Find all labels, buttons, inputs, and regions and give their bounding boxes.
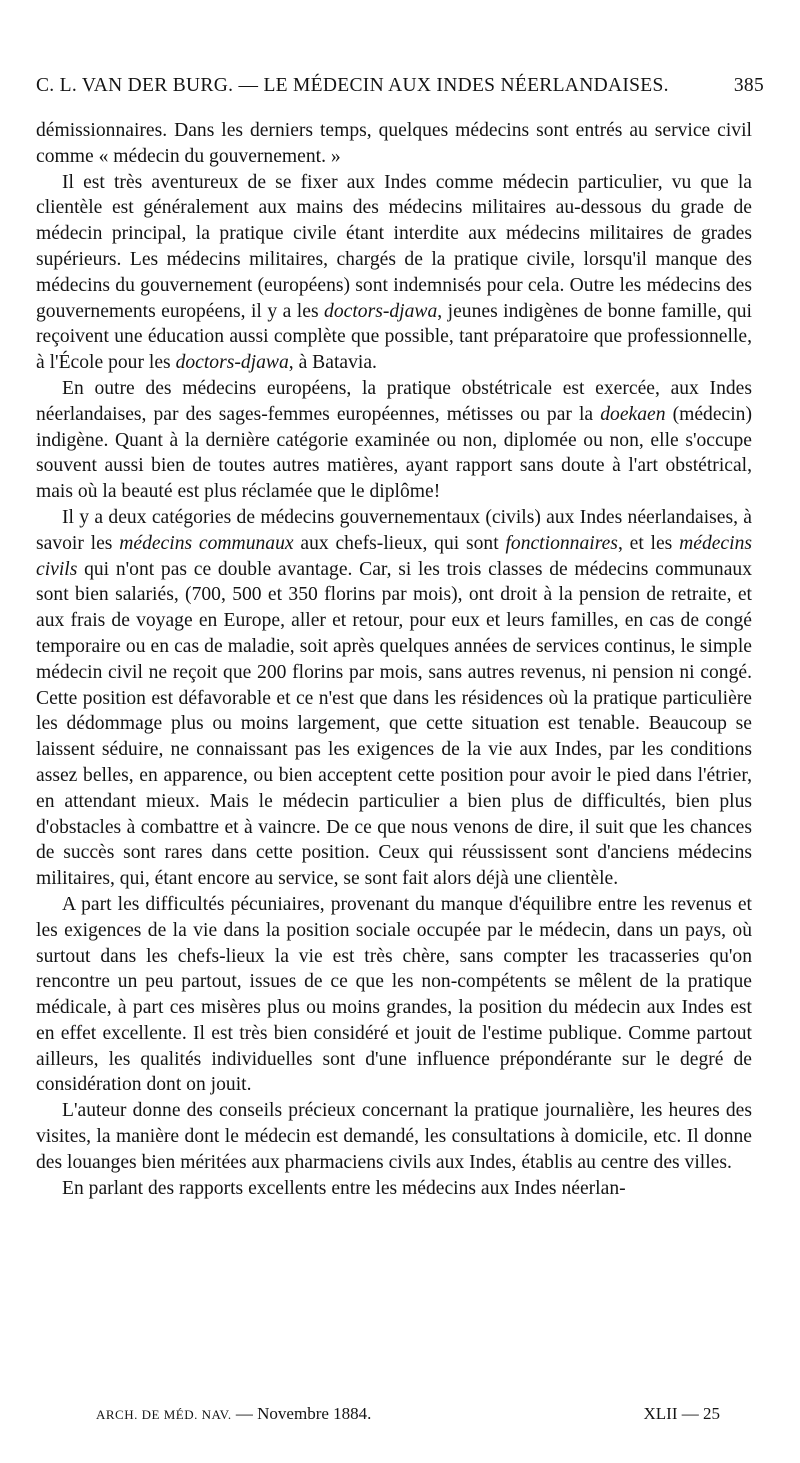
paragraph (36, 505, 752, 892)
signature-mark: XLII — 25 (643, 1404, 720, 1423)
italic-term: doctors-djawa (175, 352, 289, 374)
paragraph (36, 170, 752, 376)
italic-term: doctors-djawa (324, 300, 438, 322)
article-body (36, 118, 752, 1201)
running-title: C. L. VAN DER BURG. — LE MÉDECIN AUX INDES NÉERLANDAISES. (36, 75, 669, 96)
page-number: 385 (733, 75, 764, 96)
running-head (36, 75, 764, 97)
text-run: A part les difficultés pécuniaires, provenant du manque d'équilibre entre les revenus et les exigences de la vie dans la position sociale occupée par le médecin, dans un pays, où surtout dans les chefs-lieux la vie est très chère, sans compter les tracasseries qu'on rencontre un peu partout, issues de ce que les non-compétents se mêlent de la pratique médicale, à part ces misères plus ou moins grandes, la position du médecin aux Indes est en effet excellente. Il est très bien considéré et jouit de l'estime publique. Comme partout ailleurs, les qualités individuelles sont d'une influence prépondérante sur le degré de considération dont on jouit. (36, 893, 752, 1096)
italic-term: fonctionnaires (505, 532, 618, 554)
italic-term: médecins communaux (119, 532, 294, 554)
text-run: Il est très aventureux de se fixer aux Indes comme médecin particulier, vu que la clientèle est généralement aux mains des médecins militaires au-dessous du grade de médecin principal, la pratique civile étant interdite aux médecins militaires de grades supérieurs. Les médecins militaires, chargés de la pratique civile, lorsqu'il manque des médecins du gouvernement (européens) sont indemnisés pour cela. Outre les médecins des gouvernements européens, il y a les (36, 171, 752, 322)
footer-citation (96, 1404, 371, 1424)
paragraph (36, 1176, 752, 1202)
text-run: L'auteur donne des conseils précieux concernant la pratique journalière, les heures des visites, la manière dont le médecin est demandé, les consultations à domicile, etc. Il donne des louanges bien méritées aux pharmaciens civils aux Indes, établis au centre des villes. (36, 1100, 752, 1173)
text-run: Il y a deux catégories de médecins gouvernementaux (civils) aux Indes néerlandaises, à savoir les (36, 506, 752, 554)
italic-term: médecins civils (36, 532, 752, 580)
paragraph (36, 376, 752, 505)
italic-term: doekaen (600, 403, 666, 425)
paragraph (36, 118, 752, 170)
footer-date: — Novembre 1884. (235, 1404, 372, 1423)
text-run: , jeunes indigènes de bonne famille, qui reçoivent une éducation aussi complète que possible, tant préparatoire que professionnelle, à l'École pour les (36, 300, 752, 374)
text-run: , à Batavia. (288, 352, 377, 374)
paragraph (36, 1098, 752, 1175)
text-run: démissionnaires. Dans les derniers temps, quelques médecins sont entrés au service civil comme « médecin du gouvernement. » (36, 120, 752, 167)
text-run: En parlant des rapports excellents entre les médecins aux Indes néerlan- (62, 1177, 626, 1199)
text-run: aux chefs-lieux, qui sont (293, 532, 506, 554)
footer-journal: ARCH. DE MÉD. NAV. (96, 1407, 232, 1422)
paragraph (36, 892, 752, 1098)
page-footer (96, 1404, 720, 1424)
text-run: , et les (617, 532, 680, 554)
text-run: En outre des médecins européens, la pratique obstétricale est exercée, aux Indes néerlandaises, par des sages-femmes européennes, métisses ou par la (36, 377, 752, 425)
text-run: (médecin) indigène. Quant à la dernière catégorie examinée ou non, diplomée ou non, elle s'occupe souvent aussi bien de toutes autres matières, ayant rapport sans doute à l'art obstétrical, mais où la beauté est plus réclamée que le diplôme! (36, 403, 752, 503)
text-run: qui n'ont pas ce double avantage. Car, si les trois classes de médecins communaux sont bien salariés, (700, 500 et 350 florins par mois), ont droit à la pension de retraite, et aux frais de voyage en Europe, aller et retour, pour eux et leurs familles, en cas de congé temporaire ou en cas de maladie, soit après quelques années de services continus, le simple médecin civil ne reçoit que 200 florins par mois, sans autres revenus, ni pension ni congé. Cette position est défavorable et ce n'est que dans les résidences où la pratique particulière les dédommage plus ou moins largement, que cette situation est tenable. Beaucoup se laissent séduire, ne connaissant pas les exigences de la vie aux Indes, par les conditions assez belles, en apparence, ou bien acceptent cette position pour avoir le pied dans l'étrier, en attendant mieux. Mais le médecin particulier a bien plus de difficultés, bien plus d'obstacles à combattre et à vaincre. De ce que nous venons de dire, il suit que les chances de succès sont rares dans cette position. Ceux qui réussissent sont d'anciens médecins militaires, qui, étant encore au service, se sont fait alors déjà une clientèle. (36, 558, 752, 890)
